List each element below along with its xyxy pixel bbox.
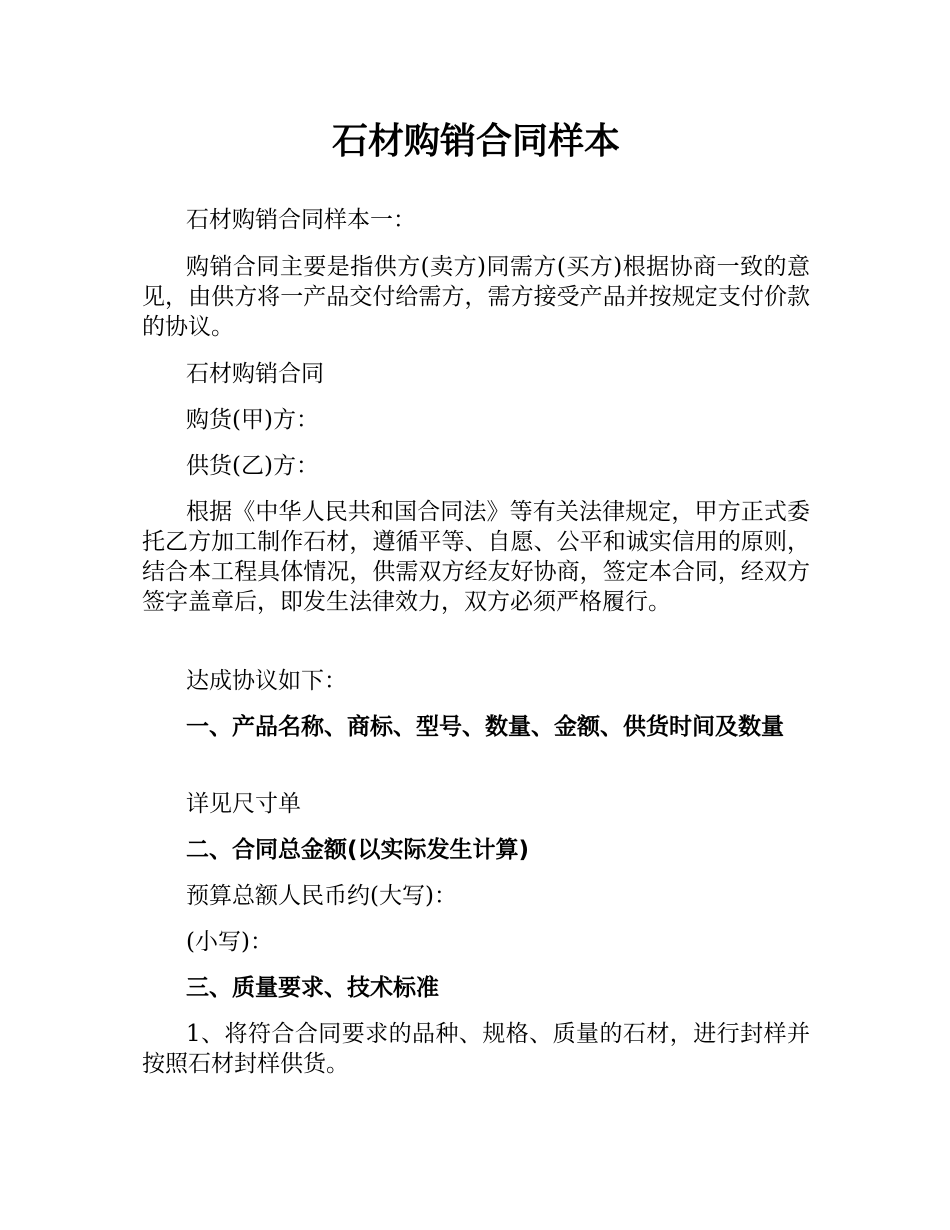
paragraph-supplier: 供货(乙)方：: [186, 453, 319, 479]
paragraph-contract-name: 石材购销合同: [186, 361, 324, 387]
paragraph-definition: 购销合同主要是指供方(卖方)同需方(买方)根据协商一致的意见，由供方将一产品交付给需方，需方接受产品并按规定支付价款的协议。: [142, 254, 810, 340]
paragraph-amount-lowercase: (小写)：: [186, 929, 273, 955]
paragraph-quality-item-1: 1、将符合合同要求的品种、规格、质量的石材，进行封样并按照石材封样供货。: [142, 1021, 810, 1077]
paragraph-amount-uppercase: 预算总额人民币约(大写)：: [186, 883, 457, 909]
paragraph-buyer: 购货(甲)方：: [186, 407, 319, 433]
paragraph-legal-basis: 根据《中华人民共和国合同法》等有关法律规定，甲方正式委托乙方加工制作石材，遵循平等、自愿、公平和诚实信用的原则，结合本工程具体情况，供需双方经友好协商，签定本合同，经双方签字盖章后，即发生法律效力，双方必须严格履行。: [142, 499, 810, 615]
section-heading-product: 一、产品名称、商标、型号、数量、金额、供货时间及数量: [186, 714, 784, 740]
paragraph-size-list: 详见尺寸单: [186, 791, 301, 817]
paragraph-agreement: 达成协议如下：: [186, 668, 347, 694]
paragraph-intro-heading: 石材购销合同样本一：: [186, 207, 416, 233]
section-heading-quality: 三、质量要求、技术标准: [186, 975, 439, 1001]
document-title: 石材购销合同样本: [331, 121, 620, 162]
section-heading-total-amount: 二、合同总金额(以实际发生计算): [186, 837, 530, 863]
